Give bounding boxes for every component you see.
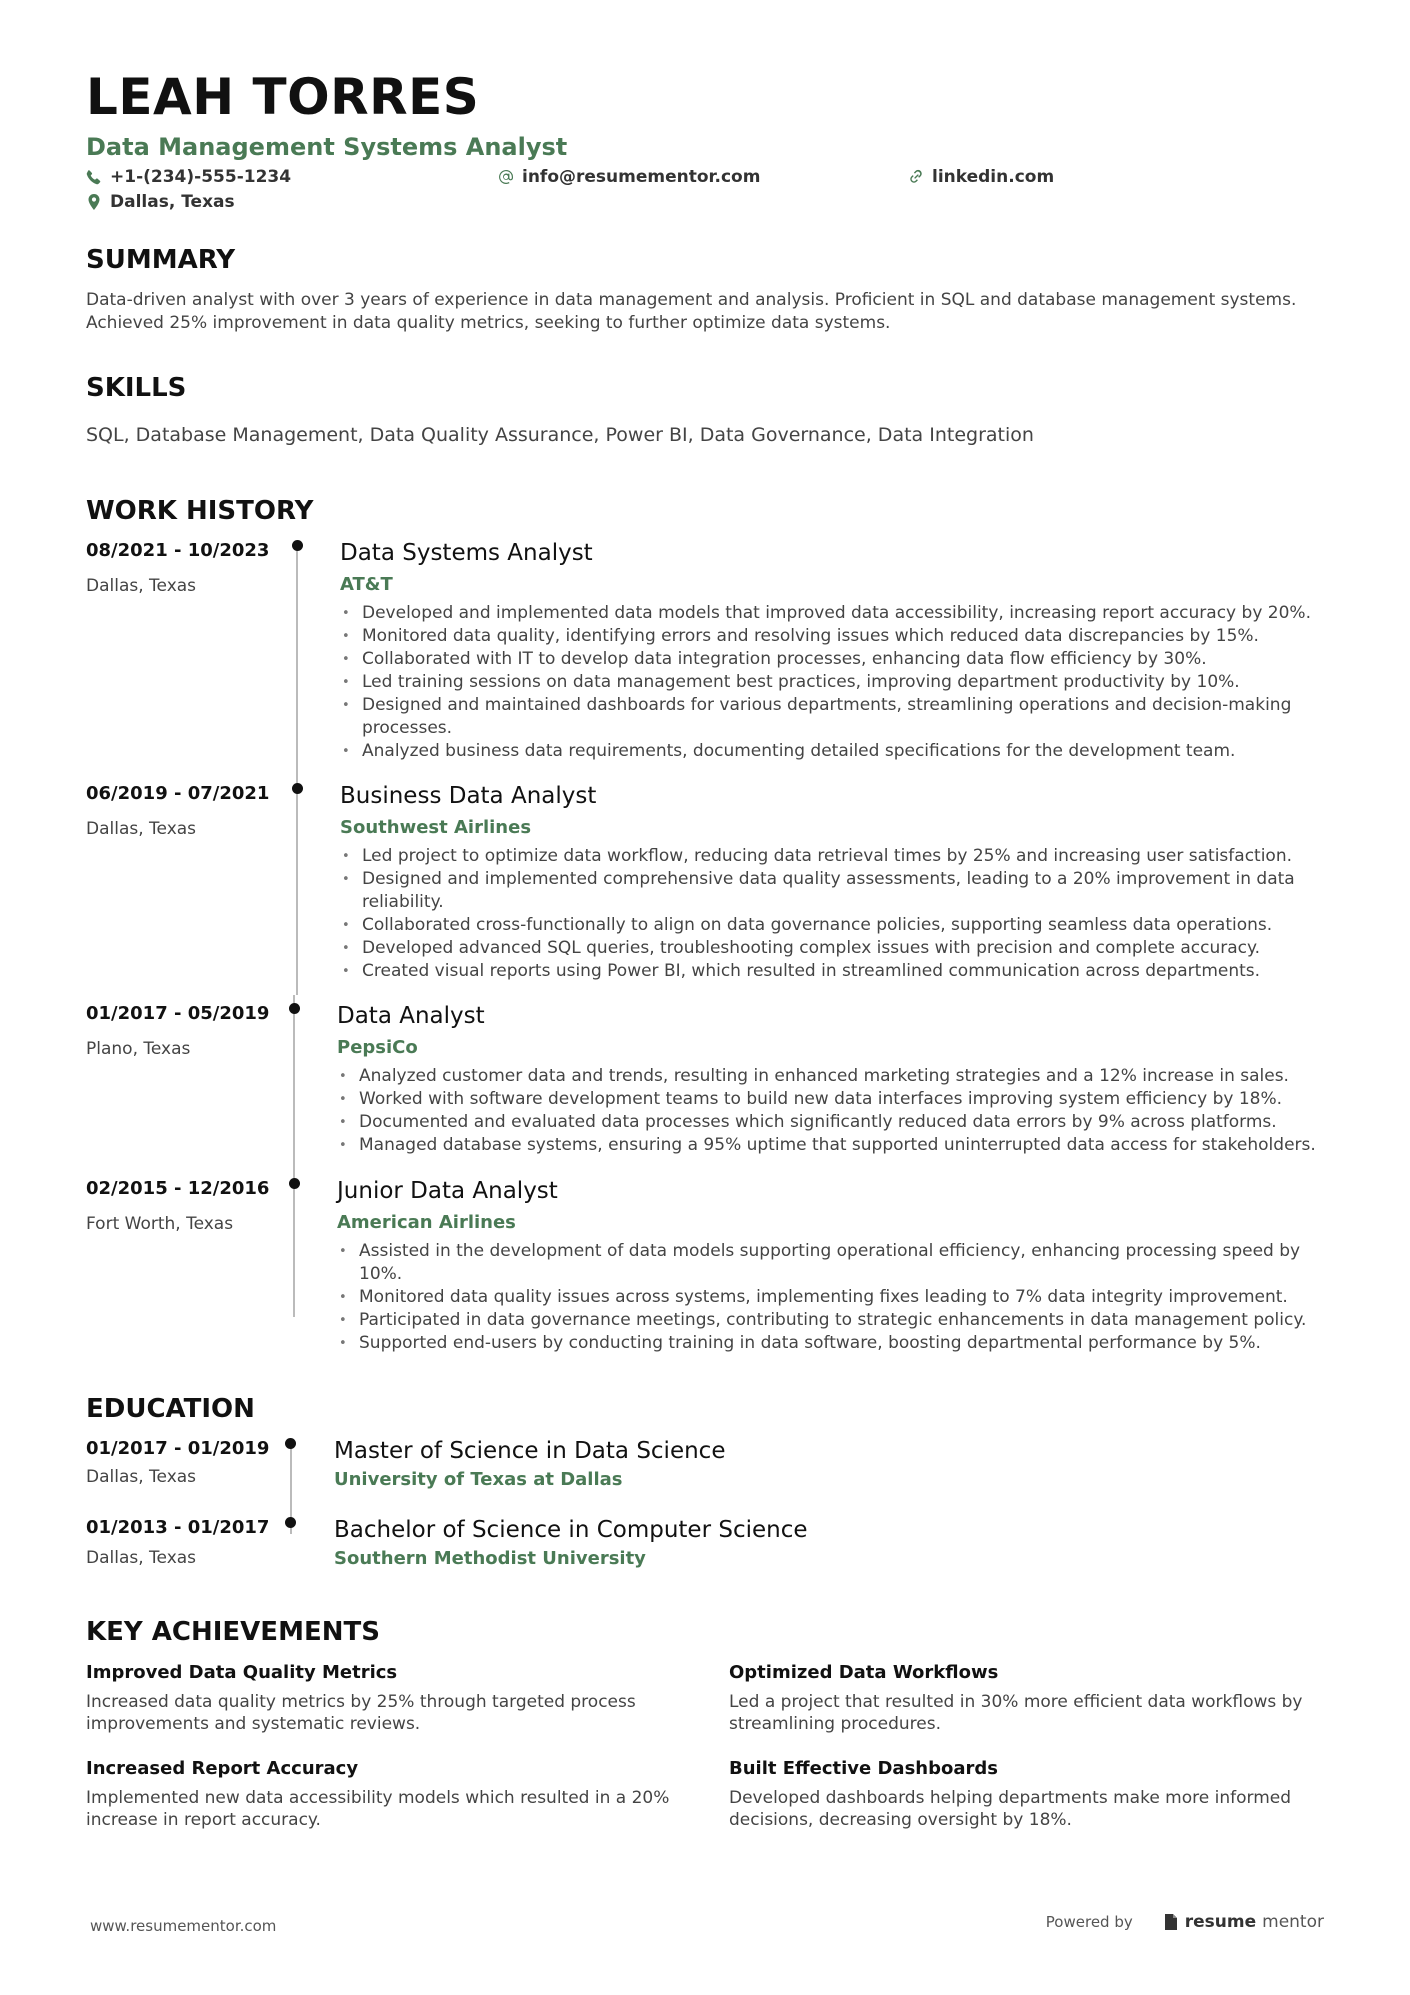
- brand-bold: resume: [1184, 1912, 1257, 1932]
- education-dates: 01/2017 - 01/2019: [86, 1438, 270, 1459]
- link-icon: [908, 169, 924, 185]
- linkedin-text: linkedin.com: [932, 167, 1055, 187]
- contact-location: [86, 192, 235, 212]
- timeline-dot: [285, 1517, 296, 1528]
- location-pin-icon: [86, 194, 102, 210]
- job-entry: [86, 540, 1336, 760]
- job-bullet: • Led training sessions on data management best practices, improving department productivity by 10%.: [340, 671, 1340, 694]
- contact-phone: [86, 167, 291, 187]
- job-bullet: • Worked with software development teams to build new data interfaces improving system efficiency by 18%.: [337, 1088, 1337, 1111]
- candidate-title: Data Management Systems Analyst: [86, 133, 568, 161]
- job-location: Dallas, Texas: [86, 576, 197, 596]
- job-role: Junior Data Analyst: [337, 1178, 558, 1204]
- job-dates: 01/2017 - 05/2019: [86, 1003, 270, 1024]
- candidate-name: LEAH TORRES: [86, 68, 480, 126]
- education-dates: 01/2013 - 01/2017: [86, 1517, 270, 1538]
- job-dates: 06/2019 - 07/2021: [86, 783, 270, 804]
- education-school: Southern Methodist University: [334, 1548, 646, 1569]
- achievements-heading: KEY ACHIEVEMENTS: [86, 1617, 380, 1647]
- timeline-dot: [289, 1178, 300, 1189]
- timeline-dot: [285, 1438, 296, 1449]
- job-company: PepsiCo: [337, 1037, 418, 1058]
- job-location: Dallas, Texas: [86, 819, 197, 839]
- education-school: University of Texas at Dallas: [334, 1469, 623, 1490]
- job-bullets: [337, 1240, 1337, 1355]
- achievement-title: Optimized Data Workflows: [729, 1662, 999, 1683]
- location-text: Dallas, Texas: [110, 192, 235, 212]
- job-bullet: • Monitored data quality issues across systems, implementing fixes leading to 7% data integrity improvement.: [337, 1286, 1337, 1309]
- job-company: Southwest Airlines: [340, 817, 532, 838]
- job-bullet: • Participated in data governance meetings, contributing to strategic enhancements in data management policy.: [337, 1309, 1337, 1332]
- education-degree: Master of Science in Data Science: [334, 1438, 726, 1464]
- job-entry: [86, 783, 1336, 983]
- job-role: Data Systems Analyst: [340, 540, 593, 566]
- resumementor-logo-icon: [1163, 1913, 1179, 1931]
- job-bullet: • Developed advanced SQL queries, troubleshooting complex issues with precision and complete accuracy.: [340, 937, 1340, 960]
- job-bullet: • Documented and evaluated data processes which significantly reduced data errors by 9% across platforms.: [337, 1111, 1337, 1134]
- skills-text: SQL, Database Management, Data Quality Assurance, Power BI, Data Governance, Data Integration: [86, 424, 1034, 446]
- summary-heading: SUMMARY: [86, 245, 236, 275]
- job-entry: [86, 1178, 1336, 1358]
- job-bullets: [340, 845, 1340, 983]
- job-bullet: • Assisted in the development of data models supporting operational efficiency, enhancing processing speed by 10%.: [337, 1240, 1337, 1286]
- job-bullet: • Developed and implemented data models that improved data accessibility, increasing report accuracy by 20%.: [340, 602, 1340, 625]
- job-dates: 02/2015 - 12/2016: [86, 1178, 270, 1199]
- job-bullet: • Led project to optimize data workflow, reducing data retrieval times by 25% and increasing user satisfaction.: [340, 845, 1340, 868]
- job-bullet: • Supported end-users by conducting training in data software, boosting departmental performance by 5%.: [337, 1332, 1337, 1355]
- summary-text: Data-driven analyst with over 3 years of experience in data management and analysis. Proficient in SQL and database management systems. Achieved 25% improvement in data quality metrics, seeking to further optimize data systems.: [86, 290, 1297, 333]
- timeline-dot: [292, 783, 303, 794]
- job-company: American Airlines: [337, 1212, 516, 1233]
- footer-website[interactable]: www.resumementor.com: [90, 1917, 277, 1935]
- education-entry: [86, 1438, 1336, 1498]
- achievement-title: Increased Report Accuracy: [86, 1758, 359, 1779]
- education-location: Dallas, Texas: [86, 1548, 197, 1568]
- phone-text: +1-(234)-555-1234: [110, 167, 292, 187]
- achievement-desc: Implemented new data accessibility models which resulted in a 20% increase in report accuracy.: [86, 1788, 670, 1830]
- achievement-title: Built Effective Dashboards: [729, 1758, 998, 1779]
- email-text: info@resumementor.com: [522, 167, 761, 187]
- job-bullet: • Collaborated cross-functionally to align on data governance policies, supporting seamless data operations.: [340, 914, 1340, 937]
- footer-branding: [1046, 1912, 1324, 1932]
- job-bullet: • Analyzed customer data and trends, resulting in enhanced marketing strategies and a 12% increase in sales.: [337, 1065, 1337, 1088]
- job-bullet: • Monitored data quality, identifying errors and resolving issues which reduced data discrepancies by 15%.: [340, 625, 1340, 648]
- job-bullets: [337, 1065, 1337, 1157]
- achievement-desc: Developed dashboards helping departments make more informed decisions, decreasing oversight by 18%.: [729, 1788, 1292, 1830]
- skills-heading: SKILLS: [86, 373, 187, 403]
- education-degree: Bachelor of Science in Computer Science: [334, 1517, 808, 1543]
- achievement-desc: Increased data quality metrics by 25% through targeted process improvements and systematic reviews.: [86, 1692, 636, 1734]
- at-sign-icon: [498, 169, 514, 185]
- job-company: AT&T: [340, 574, 393, 595]
- job-role: Data Analyst: [337, 1003, 485, 1029]
- job-entry: [86, 1003, 1336, 1153]
- work-history-heading: WORK HISTORY: [86, 496, 314, 526]
- education-entry: [86, 1517, 1336, 1577]
- education-heading: EDUCATION: [86, 1394, 255, 1424]
- brand-light: mentor: [1262, 1912, 1324, 1932]
- job-bullet: • Designed and maintained dashboards for various departments, streamlining operations and decision-making processes.: [340, 694, 1340, 740]
- achievement-title: Improved Data Quality Metrics: [86, 1662, 398, 1683]
- job-bullet: • Created visual reports using Power BI, which resulted in streamlined communication across departments.: [340, 960, 1340, 983]
- powered-by-label: Powered by: [1045, 1913, 1133, 1931]
- brand-logo[interactable]: [1163, 1912, 1324, 1932]
- job-bullet: • Analyzed business data requirements, documenting detailed specifications for the development team.: [340, 740, 1340, 763]
- contact-linkedin[interactable]: [908, 167, 1054, 187]
- job-dates: 08/2021 - 10/2023: [86, 540, 270, 561]
- phone-icon: [86, 169, 102, 185]
- achievement-item: [729, 1662, 1319, 1735]
- timeline-dot: [292, 540, 303, 551]
- timeline-dot: [289, 1003, 300, 1014]
- achievement-desc: Led a project that resulted in 30% more efficient data workflows by streamlining procedures.: [729, 1692, 1303, 1734]
- job-bullets: [340, 602, 1340, 763]
- job-bullet: • Collaborated with IT to develop data integration processes, enhancing data flow efficiency by 30%.: [340, 648, 1340, 671]
- job-role: Business Data Analyst: [340, 783, 597, 809]
- contact-email[interactable]: [498, 167, 760, 187]
- job-bullet: • Managed database systems, ensuring a 95% uptime that supported uninterrupted data access for stakeholders.: [337, 1134, 1337, 1157]
- job-location: Fort Worth, Texas: [86, 1214, 234, 1234]
- achievement-item: [86, 1758, 676, 1831]
- achievement-item: [729, 1758, 1319, 1831]
- achievement-item: [86, 1662, 676, 1735]
- education-location: Dallas, Texas: [86, 1467, 197, 1487]
- job-location: Plano, Texas: [86, 1039, 191, 1059]
- job-bullet: • Designed and implemented comprehensive data quality assessments, leading to a 20% improvement in data reliability.: [340, 868, 1340, 914]
